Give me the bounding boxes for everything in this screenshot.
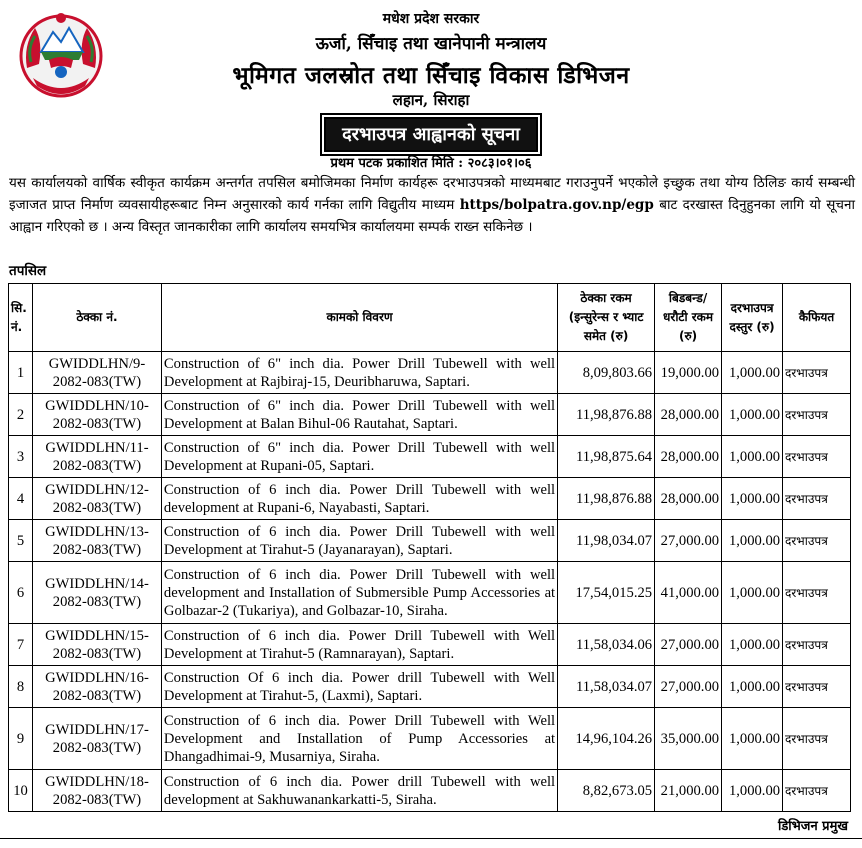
cell-bid-bond: 21,000.00 xyxy=(655,770,722,812)
header-contract-amount: ठेक्का रकम (इन्सुरेन्स र भ्याट समेत (रु) xyxy=(558,284,655,352)
cell-bid-bond: 27,000.00 xyxy=(655,624,722,666)
header-bid-bond: बिडबन्ड/ धरौटी रकम (रु) xyxy=(655,284,722,352)
tender-table xyxy=(8,283,851,812)
table-row xyxy=(9,436,851,478)
cell-contract: GWIDDLHN/16-2082-083(TW) xyxy=(32,666,161,708)
cell-sn: 2 xyxy=(9,394,33,436)
cell-fee: 1,000.00 xyxy=(722,624,783,666)
table-row xyxy=(9,666,851,708)
cell-bid-bond: 27,000.00 xyxy=(655,520,722,562)
ministry-name: ऊर्जा, सिँचाइ तथा खानेपानी मन्त्रालय xyxy=(315,34,547,54)
cell-contract: GWIDDLHN/15-2082-083(TW) xyxy=(32,624,161,666)
notice-text-before: यस कार्यालयको वार्षिक स्वीकृत कार्यक्रम अन्तर्गत तपसिल बमोजिमका निर्माण कार्यहरू दरभाउपत्रको माध्यमबाट गराउनुपर्ने भएकोले इच्छुक तथा योग्य ठिलिङ कार्य सम्बन्धी इजाजत प्राप्त निर्माण व्यवसायीहरूबाट निम्न अनुसारको कार्य गर्नका लागि विद्युतीय माध्यम xyxy=(9,175,855,213)
cell-remarks: दरभाउपत्र xyxy=(783,352,851,394)
cell-contract: GWIDDLHN/9-2082-083(TW) xyxy=(32,352,161,394)
cell-fee: 1,000.00 xyxy=(722,394,783,436)
cell-description: Construction of 6 inch dia. Power drill Tubewell with well development at Sakhuwanankarkatti-5, Siraha. xyxy=(161,770,557,812)
cell-remarks: दरभाउपत्र xyxy=(783,478,851,520)
table-row xyxy=(9,562,851,624)
cell-fee: 1,000.00 xyxy=(722,770,783,812)
cell-amount: 11,58,034.06 xyxy=(558,624,655,666)
cell-amount: 11,98,876.88 xyxy=(558,478,655,520)
cell-sn: 10 xyxy=(9,770,33,812)
table-row xyxy=(9,478,851,520)
cell-remarks: दरभाउपत्र xyxy=(783,520,851,562)
cell-remarks: दरभाउपत्र xyxy=(783,666,851,708)
cell-fee: 1,000.00 xyxy=(722,352,783,394)
cell-contract: GWIDDLHN/10-2082-083(TW) xyxy=(32,394,161,436)
table-row xyxy=(9,624,851,666)
cell-description: Construction of 6 inch dia. Power Drill Tubewell with well development and Installation of Submersible Pump Accessories at Golbazar-2 (Tukariya), and Golbazar-10, Siraha. xyxy=(161,562,557,624)
cell-description: Construction of 6 inch dia. Power Drill Tubewell with well Development at Tirahut-5 (Jayanarayan), Saptari. xyxy=(161,520,557,562)
notice-body xyxy=(9,172,855,238)
cell-contract: GWIDDLHN/13-2082-083(TW) xyxy=(32,520,161,562)
cell-fee: 1,000.00 xyxy=(722,436,783,478)
cell-contract: GWIDDLHN/11-2082-083(TW) xyxy=(32,436,161,478)
cell-description: Construction of 6 inch dia. Power Drill Tubewell with well development at Rupani-6, Nayabasti, Saptari. xyxy=(161,478,557,520)
cell-description: Construction of 6 inch dia. Power Drill Tubewell with Well Development and Installation of Pump Accessories at Dhangadhimai-9, Musarniya, Siraha. xyxy=(161,708,557,770)
cell-amount: 11,58,034.07 xyxy=(558,666,655,708)
egp-url-link[interactable]: https/bolpatra.gov.np/egp xyxy=(459,197,654,213)
cell-remarks: दरभाउपत्र xyxy=(783,562,851,624)
cell-amount: 11,98,876.88 xyxy=(558,394,655,436)
table-row xyxy=(9,708,851,770)
cell-amount: 14,96,104.26 xyxy=(558,708,655,770)
cell-bid-bond: 27,000.00 xyxy=(655,666,722,708)
cell-fee: 1,000.00 xyxy=(722,478,783,520)
cell-sn: 7 xyxy=(9,624,33,666)
cell-amount: 8,82,673.05 xyxy=(558,770,655,812)
signature-division-head: डिभिजन प्रमुख xyxy=(777,819,848,834)
cell-amount: 11,98,875.64 xyxy=(558,436,655,478)
division-name: भूमिगत जलस्रोत तथा सिँचाइ विकास डिभिजन xyxy=(232,62,630,89)
table-row xyxy=(9,394,851,436)
cell-bid-bond: 35,000.00 xyxy=(655,708,722,770)
cell-sn: 6 xyxy=(9,562,33,624)
cell-contract: GWIDDLHN/12-2082-083(TW) xyxy=(32,478,161,520)
cell-contract: GWIDDLHN/18-2082-083(TW) xyxy=(32,770,161,812)
notice-title-banner: दरभाउपत्र आह्वानको सूचना xyxy=(324,117,538,152)
province-government-line: मधेश प्रदेश सरकार xyxy=(382,11,480,27)
cell-sn: 9 xyxy=(9,708,33,770)
cell-remarks: दरभाउपत्र xyxy=(783,394,851,436)
schedule-label: तपसिल xyxy=(9,263,47,279)
table-header-row xyxy=(9,284,851,352)
cell-fee: 1,000.00 xyxy=(722,708,783,770)
cell-amount: 8,09,803.66 xyxy=(558,352,655,394)
cell-fee: 1,000.00 xyxy=(722,562,783,624)
header-remarks: कैफियत xyxy=(783,284,851,352)
notice-text-after: बाट दरखास्त दिनुहुनका लागि यो सूचना आह्वान गरिएको छ । अन्य विस्तृत जानकारीका लागि कार्यालय समयभित्र कार्यालयमा सम्पर्क राख्न सकिनेछ । xyxy=(9,197,855,235)
cell-description: Construction of 6" inch dia. Power Drill Tubewell with well Development at Rajbiraj-15, Deuribharuwa, Saptari. xyxy=(161,352,557,394)
cell-bid-bond: 41,000.00 xyxy=(655,562,722,624)
cell-sn: 1 xyxy=(9,352,33,394)
cell-bid-bond: 28,000.00 xyxy=(655,478,722,520)
header-description: कामको विवरण xyxy=(161,284,557,352)
cell-sn: 5 xyxy=(9,520,33,562)
header-document-fee: दरभाउपत्र दस्तुर (रु) xyxy=(722,284,783,352)
cell-description: Construction of 6" inch dia. Power Drill Tubewell with well Development at Rupani-05, Saptari. xyxy=(161,436,557,478)
cell-contract: GWIDDLHN/14-2082-083(TW) xyxy=(32,562,161,624)
cell-bid-bond: 28,000.00 xyxy=(655,436,722,478)
table-row xyxy=(9,520,851,562)
cell-bid-bond: 28,000.00 xyxy=(655,394,722,436)
cell-contract: GWIDDLHN/17-2082-083(TW) xyxy=(32,708,161,770)
cell-description: Construction Of 6 inch dia. Power drill Tubewell with Well Development at Tirahut-5, (Laxmi), Saptari. xyxy=(161,666,557,708)
office-location: लहान, सिराहा xyxy=(392,91,470,109)
table-row xyxy=(9,770,851,812)
cell-remarks: दरभाउपत्र xyxy=(783,624,851,666)
cell-description: Construction of 6" inch dia. Power Drill Tubewell with well Development at Balan Bihul-06 Rautahat, Saptari. xyxy=(161,394,557,436)
cell-amount: 11,98,034.07 xyxy=(558,520,655,562)
cell-bid-bond: 19,000.00 xyxy=(655,352,722,394)
cell-remarks: दरभाउपत्र xyxy=(783,770,851,812)
cell-description: Construction of 6 inch dia. Power Drill Tubewell with Well Development at Tirahut-5 (Ramnarayan), Saptari. xyxy=(161,624,557,666)
publish-date: प्रथम पटक प्रकाशित मिति : २०८३।०१।०६ xyxy=(330,156,532,171)
table-row xyxy=(9,352,851,394)
header-serial-number: सि. नं. xyxy=(9,284,33,352)
cell-fee: 1,000.00 xyxy=(722,520,783,562)
header-contract-number: ठेक्का नं. xyxy=(32,284,161,352)
cell-sn: 3 xyxy=(9,436,33,478)
cell-fee: 1,000.00 xyxy=(722,666,783,708)
cell-amount: 17,54,015.25 xyxy=(558,562,655,624)
cell-remarks: दरभाउपत्र xyxy=(783,708,851,770)
cell-remarks: दरभाउपत्र xyxy=(783,436,851,478)
cell-sn: 4 xyxy=(9,478,33,520)
cell-sn: 8 xyxy=(9,666,33,708)
